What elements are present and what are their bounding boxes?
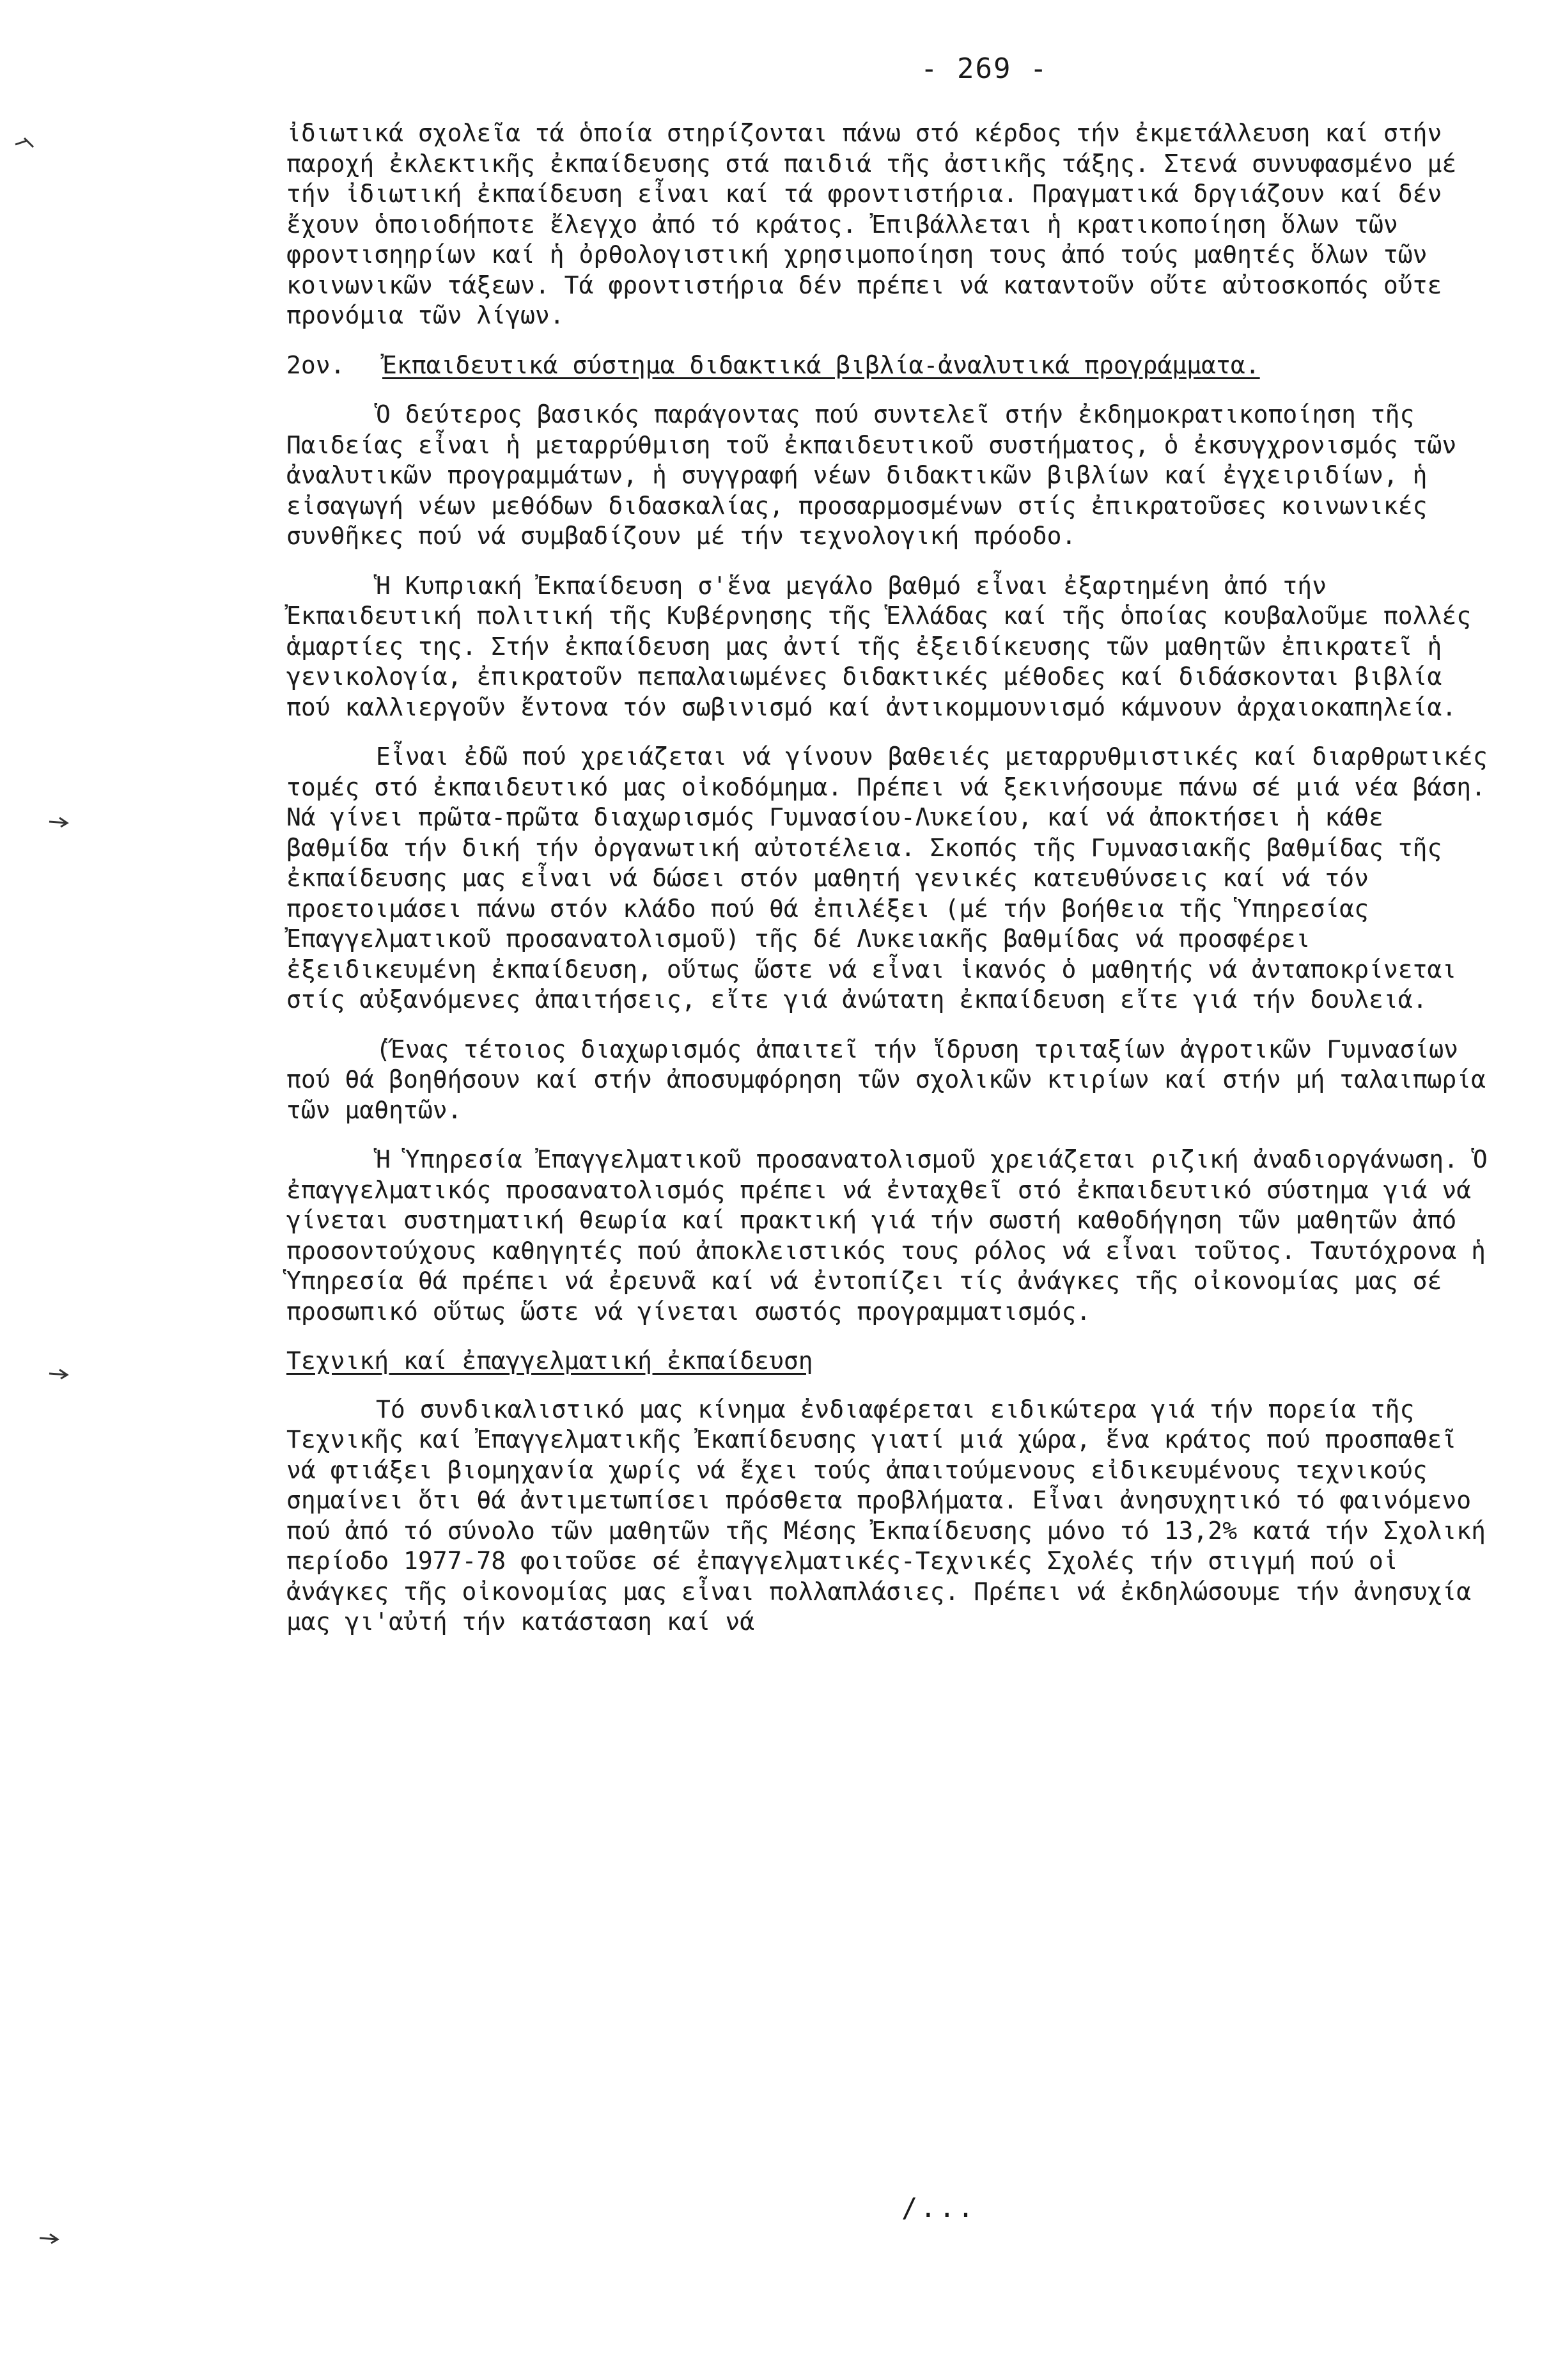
section-title: Τεχνική καί ἐπαγγελματική ἐκπαίδευση [286,1347,813,1375]
section-title: Ἐκπαιδευτικά σύστημα διδακτικά βιβλία-ἀναλυτικά προγράμματα. [382,350,1260,379]
continuation-mark: /... [901,2192,977,2223]
margin-mark-icon [14,136,36,145]
margin-mark-icon [48,815,70,824]
section-heading [286,350,1488,381]
paragraph: (Ἕνας τέτοιος διαχωρισμός ἀπαιτεῖ τήν ἵδρυση τριταξίων ἀγροτικῶν Γυμνασίων πού θά βοηθήσουν καί στήν ἀποσυμφόρηση τῶν σχολικῶν κτιρίων καί στήν μή ταλαιπωρία τῶν μαθητῶν. [286,1035,1486,1124]
section-number: 2ον. [286,350,345,379]
paragraph: ἰδιωτικά σχολεῖα τά ὁποία στηρίζονται πάνω στό κέρδος τήν ἐκμετάλλευση καί στήν παροχή ἐκλεκτικῆς ἐκπαίδευσης στά παιδιά τῆς ἀστικῆς τάξης. Στενά συνυφασμένο μέ τήν ἰδιωτική ἐκπαίδευση εἶναι καί τά φροντιστήρια. Πραγματικά δργιάζουν καί δέν ἔχουν ὁποιοδήποτε ἔλεγχο ἀπό τό κράτος. Ἐπιβάλλεται ἡ κρατικοποίηση ὅλων τῶν φροντισηηρίων καί ἡ ὀρθολογιστική χρησιμοποίηση τους ἀπό τούς μαθητές ὅλων τῶν κοινωνικῶν τάξεων. Τά φροντιστήρια δέν πρέπει νά καταντοῦν οὔτε αὐτοσκοπός οὔτε προνόμια τῶν λίγων. [286,119,1457,329]
paragraph: Τό συνδικαλιστικό μας κίνημα ἐνδιαφέρεται ειδικώτερα γιά τήν πορεία τῆς Τεχνικῆς καί Ἐπαγγελματικῆς Ἐκαπίδευσης γιατί μιά χώρα, ἕνα κράτος πού προσπαθεῖ νά φτιάξει βιομηχανία χωρίς νά ἔχει τούς ἀπαιτούμενους εἰδικευμένους τεχνικούς σημαίνει ὅτι θά ἀντιμετωπίσει πρόσθετα προβλήματα. Εἶναι ἀνησυχητικό τό φαινόμενο πού ἀπό τό σύνολο τῶν μαθητῶν τῆς Μέσης Ἐκπαίδευσης μόνο τό 13,2% κατά τήν Σχολική περίοδο 1977-78 φοιτοῦσε σέ ἐπαγγελματικές-Τεχνικές Σχολές τήν στιγμή πού οἱ ἀνάγκες τῆς οἰκονομίας μας εἶναι πολλαπλάσιες. Πρέπει νά ἐκδηλώσουμε τήν ἀνησυχία μας γι'αὐτή τήν κατάσταση καί νά [286,1395,1486,1636]
margin-mark-icon [48,1367,70,1376]
page-number: - 269 - [921,52,1048,85]
paragraph: Εἶναι ἐδῶ πού χρειάζεται νά γίνουν βαθειές μεταρρυθμιστικές καί διαρθρωτικές τομές στό ἐκπαιδευτικό μας οἰκοδόμημα. Πρέπει νά ξεκινήσουμε πάνω σέ μιά νέα βάση. Νά γίνει πρῶτα-πρῶτα διαχωρισμός Γυμνασίου-Λυκείου, καί νά ἀποκτήσει ἡ κάθε βαθμίδα τήν δική τήν ὀργανωτική αὐτοτέλεια. Σκοπός τῆς Γυμνασιακῆς βαθμίδας τῆς ἐκπαίδευσης μας εἶναι νά δώσει στόν μαθητή γενικές κατευθύνσεις καί νά τόν προετοιμάσει πάνω στόν κλάδο πού θά ἐπιλέξει (μέ τήν βοήθεια τῆς Ὑπηρεσίας Ἐπαγγελματικοῦ προσανατολισμοῦ) τῆς δέ Λυκειακῆς βαθμίδας νά προσφέρει ἐξειδικευμένη ἐκπαίδευση, οὕτως ὥστε νά εἶναι ἱκανός ὁ μαθητής νά ἀνταποκρίνεται στίς αὐξανόμενες ἀπαιτήσεις, εἴτε γιά ἀνώτατη ἐκπαίδευση εἴτε γιά τήν δουλειά. [286,742,1488,1014]
margin-mark-icon [38,2232,60,2241]
document-body [286,118,1488,1638]
paragraph: Ἡ Κυπριακή Ἐκπαίδευση σ'ἕνα μεγάλο βαθμό εἶναι ἐξαρτημένη ἀπό τήν Ἐκπαιδευτική πολιτική τῆς Κυβέρνησης τῆς Ἑλλάδας καί τῆς ὁποίας κουβαλοῦμε πολλές ἁμαρτίες της. Στήν ἐκπαίδευση μας ἀντί τῆς ἐξειδίκευσης τῶν μαθητῶν ἐπικρατεῖ ἡ γενικολογία, ἐπικρατοῦν πεπαλαιωμένες διδακτικές μέθοδες καί διδάσκονται βιβλία πού καλλιεργοῦν ἔντονα τόν σωβινισμό καί ἀντικομμουνισμό κάμνουν ἀρχαιοκαπηλεία. [286,571,1472,721]
paragraph: Ὁ δεύτερος βασικός παράγοντας πού συντελεῖ στήν ἐκδημοκρατικοποίηση τῆς Παιδείας εἶναι ἡ μεταρρύθμιση τοῦ ἐκπαιδευτικοῦ συστήματος, ὁ ἐκσυγχρονισμός τῶν ἀναλυτικῶν προγραμμάτων, ἡ συγγραφή νέων διδακτικῶν βιβλίων καί ἐγχειριδίων, ἡ εἰσαγωγή νέων μεθόδων διδασκαλίας, προσαρμοσμένων στίς ἐπικρατοῦσες κοινωνικές συνθῆκες πού νά συμβαδίζουν μέ τήν τεχνολογική πρόοδο. [286,400,1457,550]
paragraph: Ἡ Ὑπηρεσία Ἐπαγγελματικοῦ προσανατολισμοῦ χρειάζεται ριζική ἀναδιοργάνωση. Ὁ ἐπαγγελματικός προσανατολισμός πρέπει νά ἐνταχθεῖ στό ἐκπαιδευτικό σύστημα γιά νά γίνεται συστηματική θεωρία καί πρακτική γιά τήν σωστή καθοδήγηση τῶν μαθητῶν ἀπό προσοντούχους καθηγητές πού ἀποκλειστικός τους ρόλος νά εἶναι τοῦτος. Ταυτόχρονα ἡ Ὑπηρεσία θά πρέπει νά ἐρευνᾶ καί νά ἐντοπίζει τίς ἀνάγκες τῆς οἰκονομίας μας σέ προσωπικό οὕτως ὥστε νά γίνεται σωστός προγραμματισμός. [286,1145,1488,1326]
